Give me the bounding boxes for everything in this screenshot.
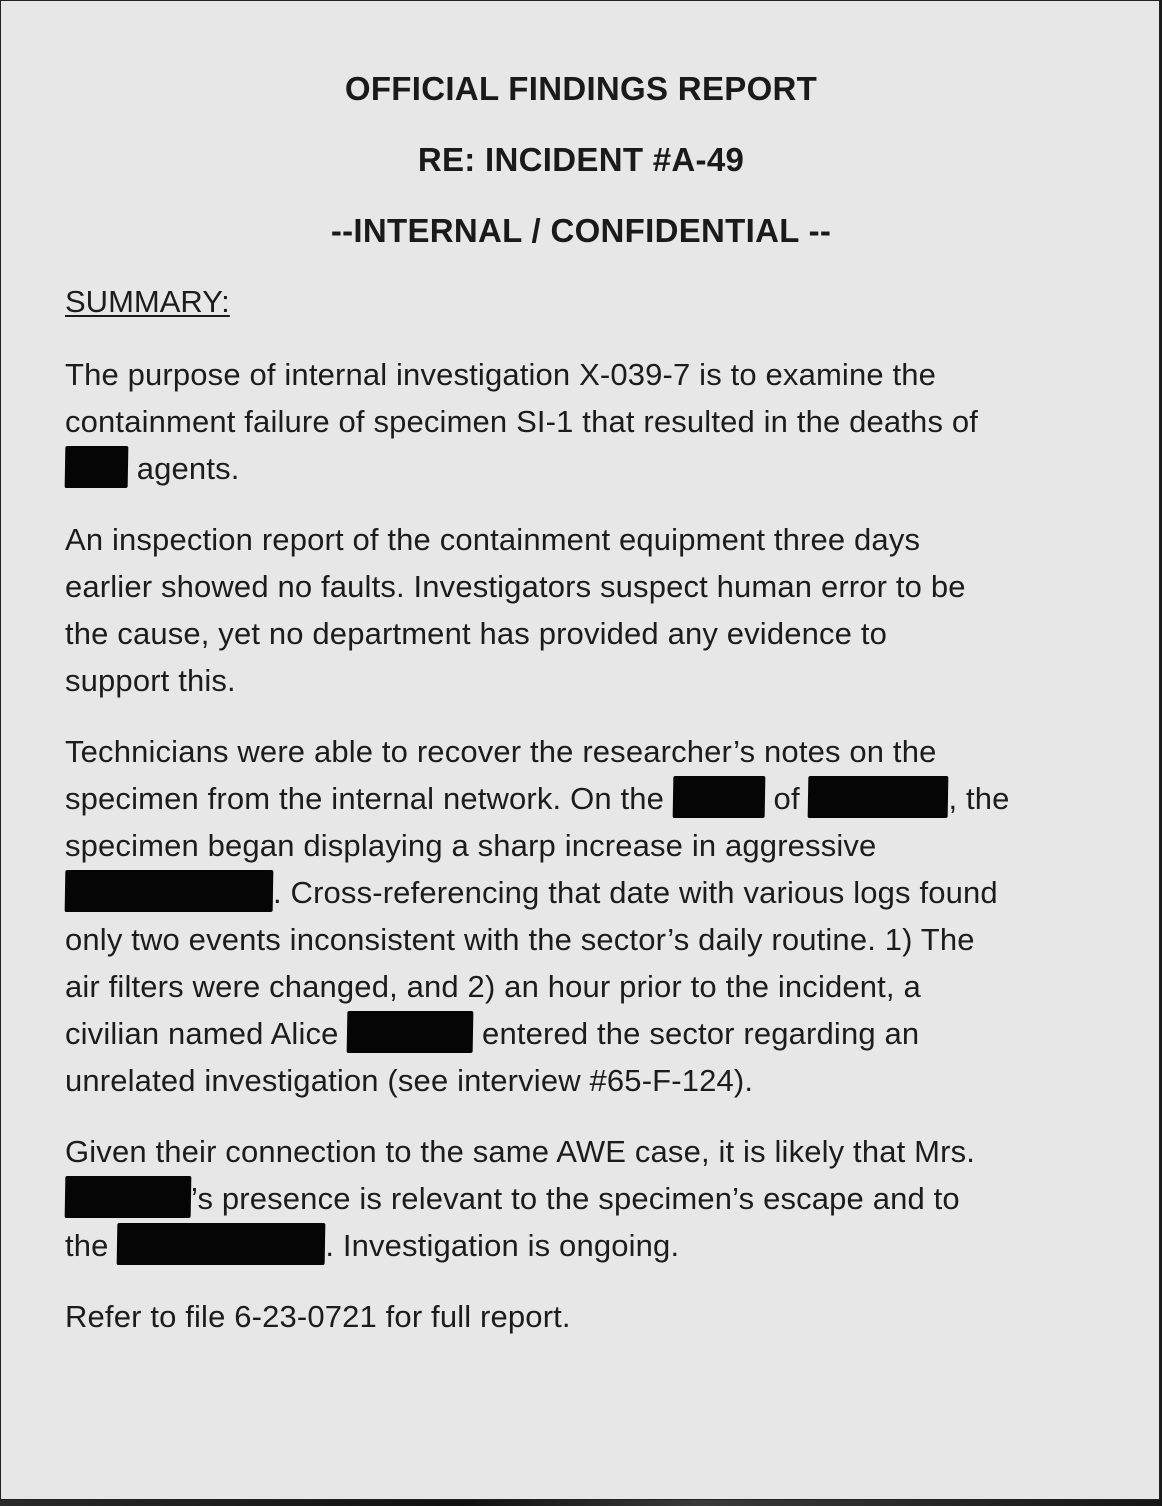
- text-span: . Cross-referencing that date with various logs found: [273, 875, 998, 910]
- text-span: civilian named Alice: [65, 1016, 348, 1051]
- text-span: air filters were changed, and 2) an hour prior to the incident, a: [65, 969, 921, 1004]
- paragraph-line: [65, 1293, 1105, 1340]
- paragraph-purpose: [65, 351, 1105, 492]
- paragraph-line: [65, 963, 1105, 1010]
- text-span: specimen began displaying a sharp increase in aggressive: [65, 828, 877, 863]
- summary-heading: SUMMARY:: [65, 284, 230, 319]
- text-span: Refer to file 6-23-0721 for full report.: [65, 1299, 571, 1334]
- text-span: agents.: [128, 451, 240, 486]
- page-edge-shadow: [0, 1500, 1162, 1506]
- paragraph-line: [65, 610, 1105, 657]
- paragraph-line: [65, 1057, 1105, 1104]
- text-span: specimen from the internal network. On the: [65, 781, 673, 816]
- paragraph-line: [65, 516, 1105, 563]
- text-span: the: [65, 1228, 118, 1263]
- paragraph-line: [65, 869, 1105, 916]
- text-span: An inspection report of the containment equipment three days: [65, 522, 921, 557]
- text-span: , the: [948, 781, 1010, 816]
- redaction-bar: [672, 776, 765, 818]
- paragraph-line: [65, 445, 1105, 492]
- paragraph-line: [65, 563, 1105, 610]
- paragraph-line: [65, 657, 1105, 704]
- paragraph-line: [65, 728, 1105, 775]
- redaction-bar: [808, 776, 949, 818]
- paragraph-line: [65, 822, 1105, 869]
- text-span: of: [764, 781, 809, 816]
- redaction-bar: [347, 1011, 474, 1053]
- incident-reference: RE: INCIDENT #A-49: [417, 141, 745, 178]
- paragraph-line: [65, 1010, 1105, 1057]
- text-span: . Investigation is ongoing.: [325, 1228, 680, 1263]
- classification-label: --INTERNAL / CONFIDENTIAL --: [330, 212, 832, 249]
- text-span: containment failure of specimen SI-1 that resulted in the deaths of: [65, 404, 979, 439]
- report-title: OFFICIAL FINDINGS REPORT: [344, 70, 818, 107]
- paragraph-awe-case: [65, 1128, 1105, 1269]
- paragraph-line: [65, 351, 1105, 398]
- paragraph-inspection: [65, 516, 1105, 704]
- text-span: only two events inconsistent with the sector’s daily routine. 1) The: [65, 922, 975, 957]
- paragraph-technicians: [65, 728, 1105, 1104]
- text-span: Technicians were able to recover the researcher’s notes on the: [65, 734, 937, 769]
- paragraph-line: [65, 916, 1105, 963]
- text-span: Given their connection to the same AWE case, it is likely that Mrs.: [65, 1134, 975, 1169]
- paragraph-line: [65, 1175, 1105, 1222]
- redaction-bar: [65, 1176, 192, 1218]
- paragraph-line: [65, 1128, 1105, 1175]
- redaction-bar: [117, 1223, 326, 1265]
- text-span: earlier showed no faults. Investigators suspect human error to be: [65, 569, 966, 604]
- text-span: The purpose of internal investigation X-039-7 is to examine the: [65, 357, 937, 392]
- redaction-bar: [65, 446, 129, 488]
- text-span: entered the sector regarding an: [473, 1016, 920, 1051]
- text-span: unrelated investigation (see interview #65-F-124).: [65, 1063, 754, 1098]
- text-span: the cause, yet no department has provided any evidence to: [65, 616, 887, 651]
- text-span: ’s presence is relevant to the specimen’s escape and to: [191, 1181, 960, 1216]
- paragraph-refer: [65, 1293, 1105, 1340]
- redaction-bar: [65, 870, 274, 912]
- text-span: support this.: [65, 663, 236, 698]
- paragraph-line: [65, 398, 1105, 445]
- paragraph-line: [65, 775, 1105, 822]
- paragraph-line: [65, 1222, 1105, 1269]
